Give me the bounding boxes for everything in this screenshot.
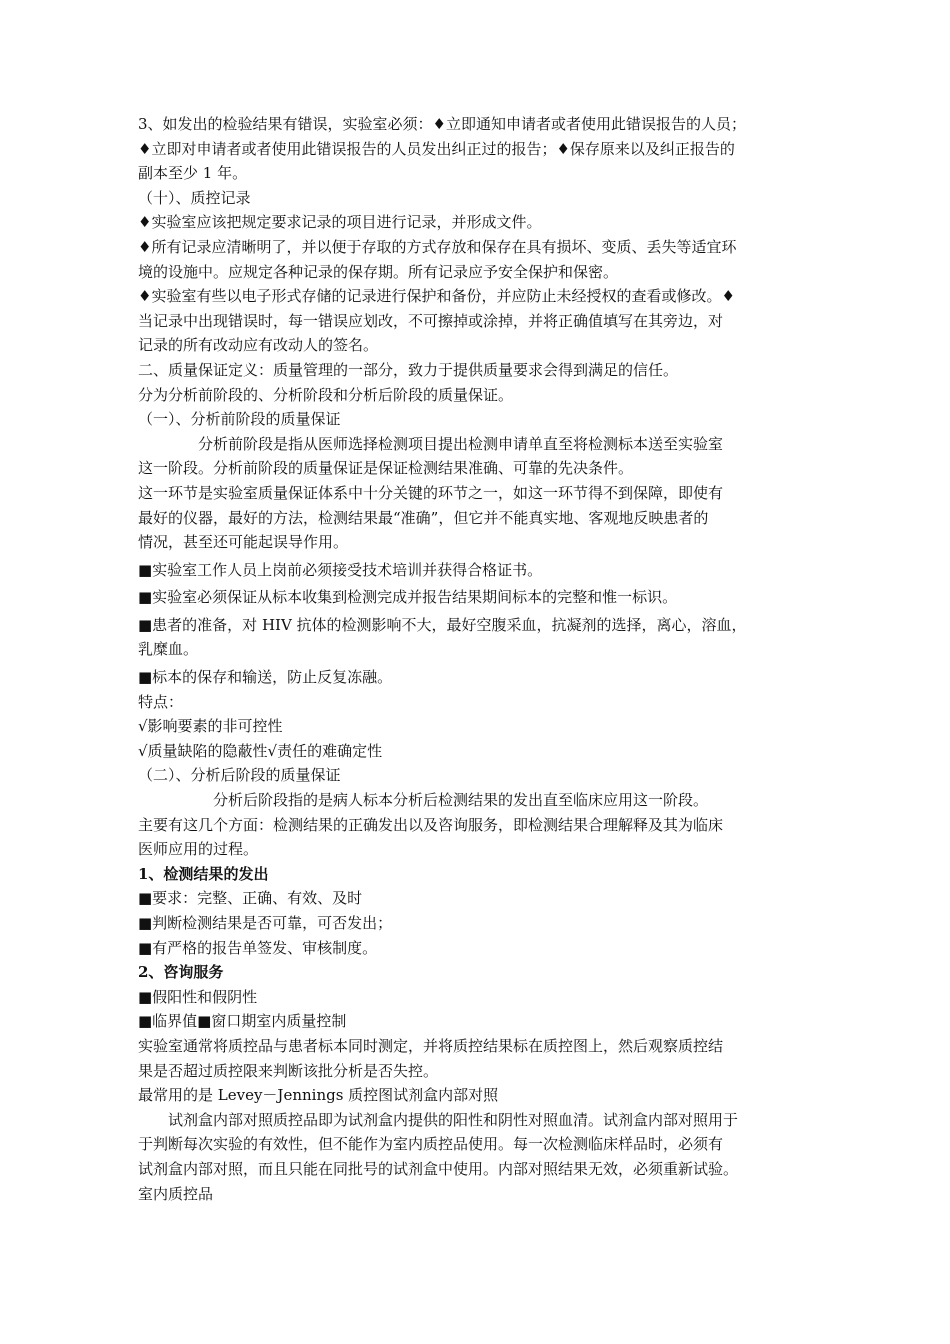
text-line: 最好的仪器，最好的方法，检测结果最“准确”，但它并不能真实地、客观地反映患者的 xyxy=(138,508,709,527)
bullet-item: ■标本的保存和输送，防止反复冻融。 xyxy=(138,668,393,687)
text-line: ♦立即对申请者或者使用此错误报告的人员发出纠正过的报告；♦保存原来以及纠正报告的 xyxy=(138,139,735,158)
text-line: 分析前阶段是指从医师选择检测项目提出检测申请单直至将检测标本送至实验室 xyxy=(138,434,724,453)
text-line: ♦实验室有些以电子形式存储的记录进行保护和备份，并应防止未经授权的查看或修改。♦ xyxy=(138,287,735,306)
check-item: √质量缺陷的隐蔽性√责任的难确定性 xyxy=(138,741,383,760)
bullet-item: ■要求：完整、正确、有效、及时 xyxy=(138,889,363,908)
bullet-item: ■患者的准备，对 HIV 抗体的检测影响不大，最好空腹采血，抗凝剂的选择，离心，溶血， xyxy=(138,615,747,634)
text-line: 3、如发出的检验结果有错误，实验室必须：♦立即通知申请者或者使用此错误报告的人员； xyxy=(138,115,746,133)
text-line: 特点： xyxy=(138,692,184,711)
text-line: 当记录中出现错误时，每一错误应划改，不可擦掉或涂掉，并将正确值填写在其旁边，对 xyxy=(138,311,724,330)
bullet-item: ■假阳性和假阴性 xyxy=(138,987,258,1006)
check-item: √影响要素的非可控性 xyxy=(138,717,283,736)
text-line: 试剂盒内部对照质控品即为试剂盒内提供的阳性和阴性对照血清。试剂盒内部对照用于 xyxy=(138,1110,739,1129)
text-line: 医师应用的过程。 xyxy=(138,840,259,859)
text-line: 试剂盒内部对照，而且只能在同批号的试剂盒中使用。内部对照结果无效，必须重新试验。 xyxy=(138,1159,739,1178)
numbered-heading: 1、检测结果的发出 xyxy=(138,864,269,883)
text-line: 这一环节是实验室质量保证体系中十分关键的环节之一，如这一环节得不到保障，即使有 xyxy=(138,483,724,502)
text-line: 这一阶段。分析前阶段的质量保证是保证检测结果准确、可靠的先决条件。 xyxy=(138,459,634,478)
text-line: 副本至少 1 年。 xyxy=(138,164,248,183)
bullet-item: ■临界值■窗口期室内质量控制 xyxy=(138,1012,347,1031)
bullet-item: ■实验室必须保证从标本收集到检测完成并报告结果期间标本的完整和惟一标识。 xyxy=(138,588,678,607)
section-heading: （一）、分析前阶段的质量保证 xyxy=(138,410,341,429)
text-line: 乳糜血。 xyxy=(138,640,199,659)
text-line: 分析后阶段指的是病人标本分析后检测结果的发出直至临床应用这一阶段。 xyxy=(138,791,709,810)
text-line: 果是否超过质控限来判断该批分析是否失控。 xyxy=(138,1061,439,1080)
bullet-item: ■有严格的报告单签发、审核制度。 xyxy=(138,938,378,957)
text-line: 分为分析前阶段的、分析阶段和分析后阶段的质量保证。 xyxy=(138,385,514,404)
text-line: 实验室通常将质控品与患者标本同时测定，并将质控结果标在质控图上，然后观察质控结 xyxy=(138,1036,724,1055)
text-line: ♦实验室应该把规定要求记录的项目进行记录，并形成文件。 xyxy=(138,213,542,232)
text-line: ♦所有记录应清晰明了，并以便于存取的方式存放和保存在具有损坏、变质、丢失等适宜环 xyxy=(138,237,737,256)
text-line: 于判断每次实验的有效性，但不能作为室内质控品使用。每一次检测临床样品时，必须有 xyxy=(138,1135,724,1154)
text-line: 记录的所有改动应有改动人的签名。 xyxy=(138,336,379,355)
text-line: 最常用的是 Levey－Jennings 质控图试剂盒内部对照 xyxy=(138,1086,499,1105)
numbered-heading: 2、咨询服务 xyxy=(138,963,224,982)
text-line: 境的设施中。应规定各种记录的保存期。所有记录应予安全保护和保密。 xyxy=(138,262,619,281)
text-line: 主要有这几个方面：检测结果的正确发出以及咨询服务，即检测结果合理解释及其为临床 xyxy=(138,815,724,834)
text-line: 二、质量保证定义：质量管理的一部分，致力于提供质量要求会得到满足的信任。 xyxy=(138,360,679,379)
text-line: 情况，甚至还可能起误导作用。 xyxy=(138,533,349,552)
text-line: 室内质控品 xyxy=(138,1184,214,1203)
bullet-item: ■实验室工作人员上岗前必须接受技术培训并获得合格证书。 xyxy=(138,560,543,579)
section-heading: （十）、质控记录 xyxy=(138,188,251,207)
bullet-item: ■判断检测结果是否可靠，可否发出； xyxy=(138,914,393,932)
section-heading: （二）、分析后阶段的质量保证 xyxy=(138,766,341,785)
document-page xyxy=(138,112,818,1206)
